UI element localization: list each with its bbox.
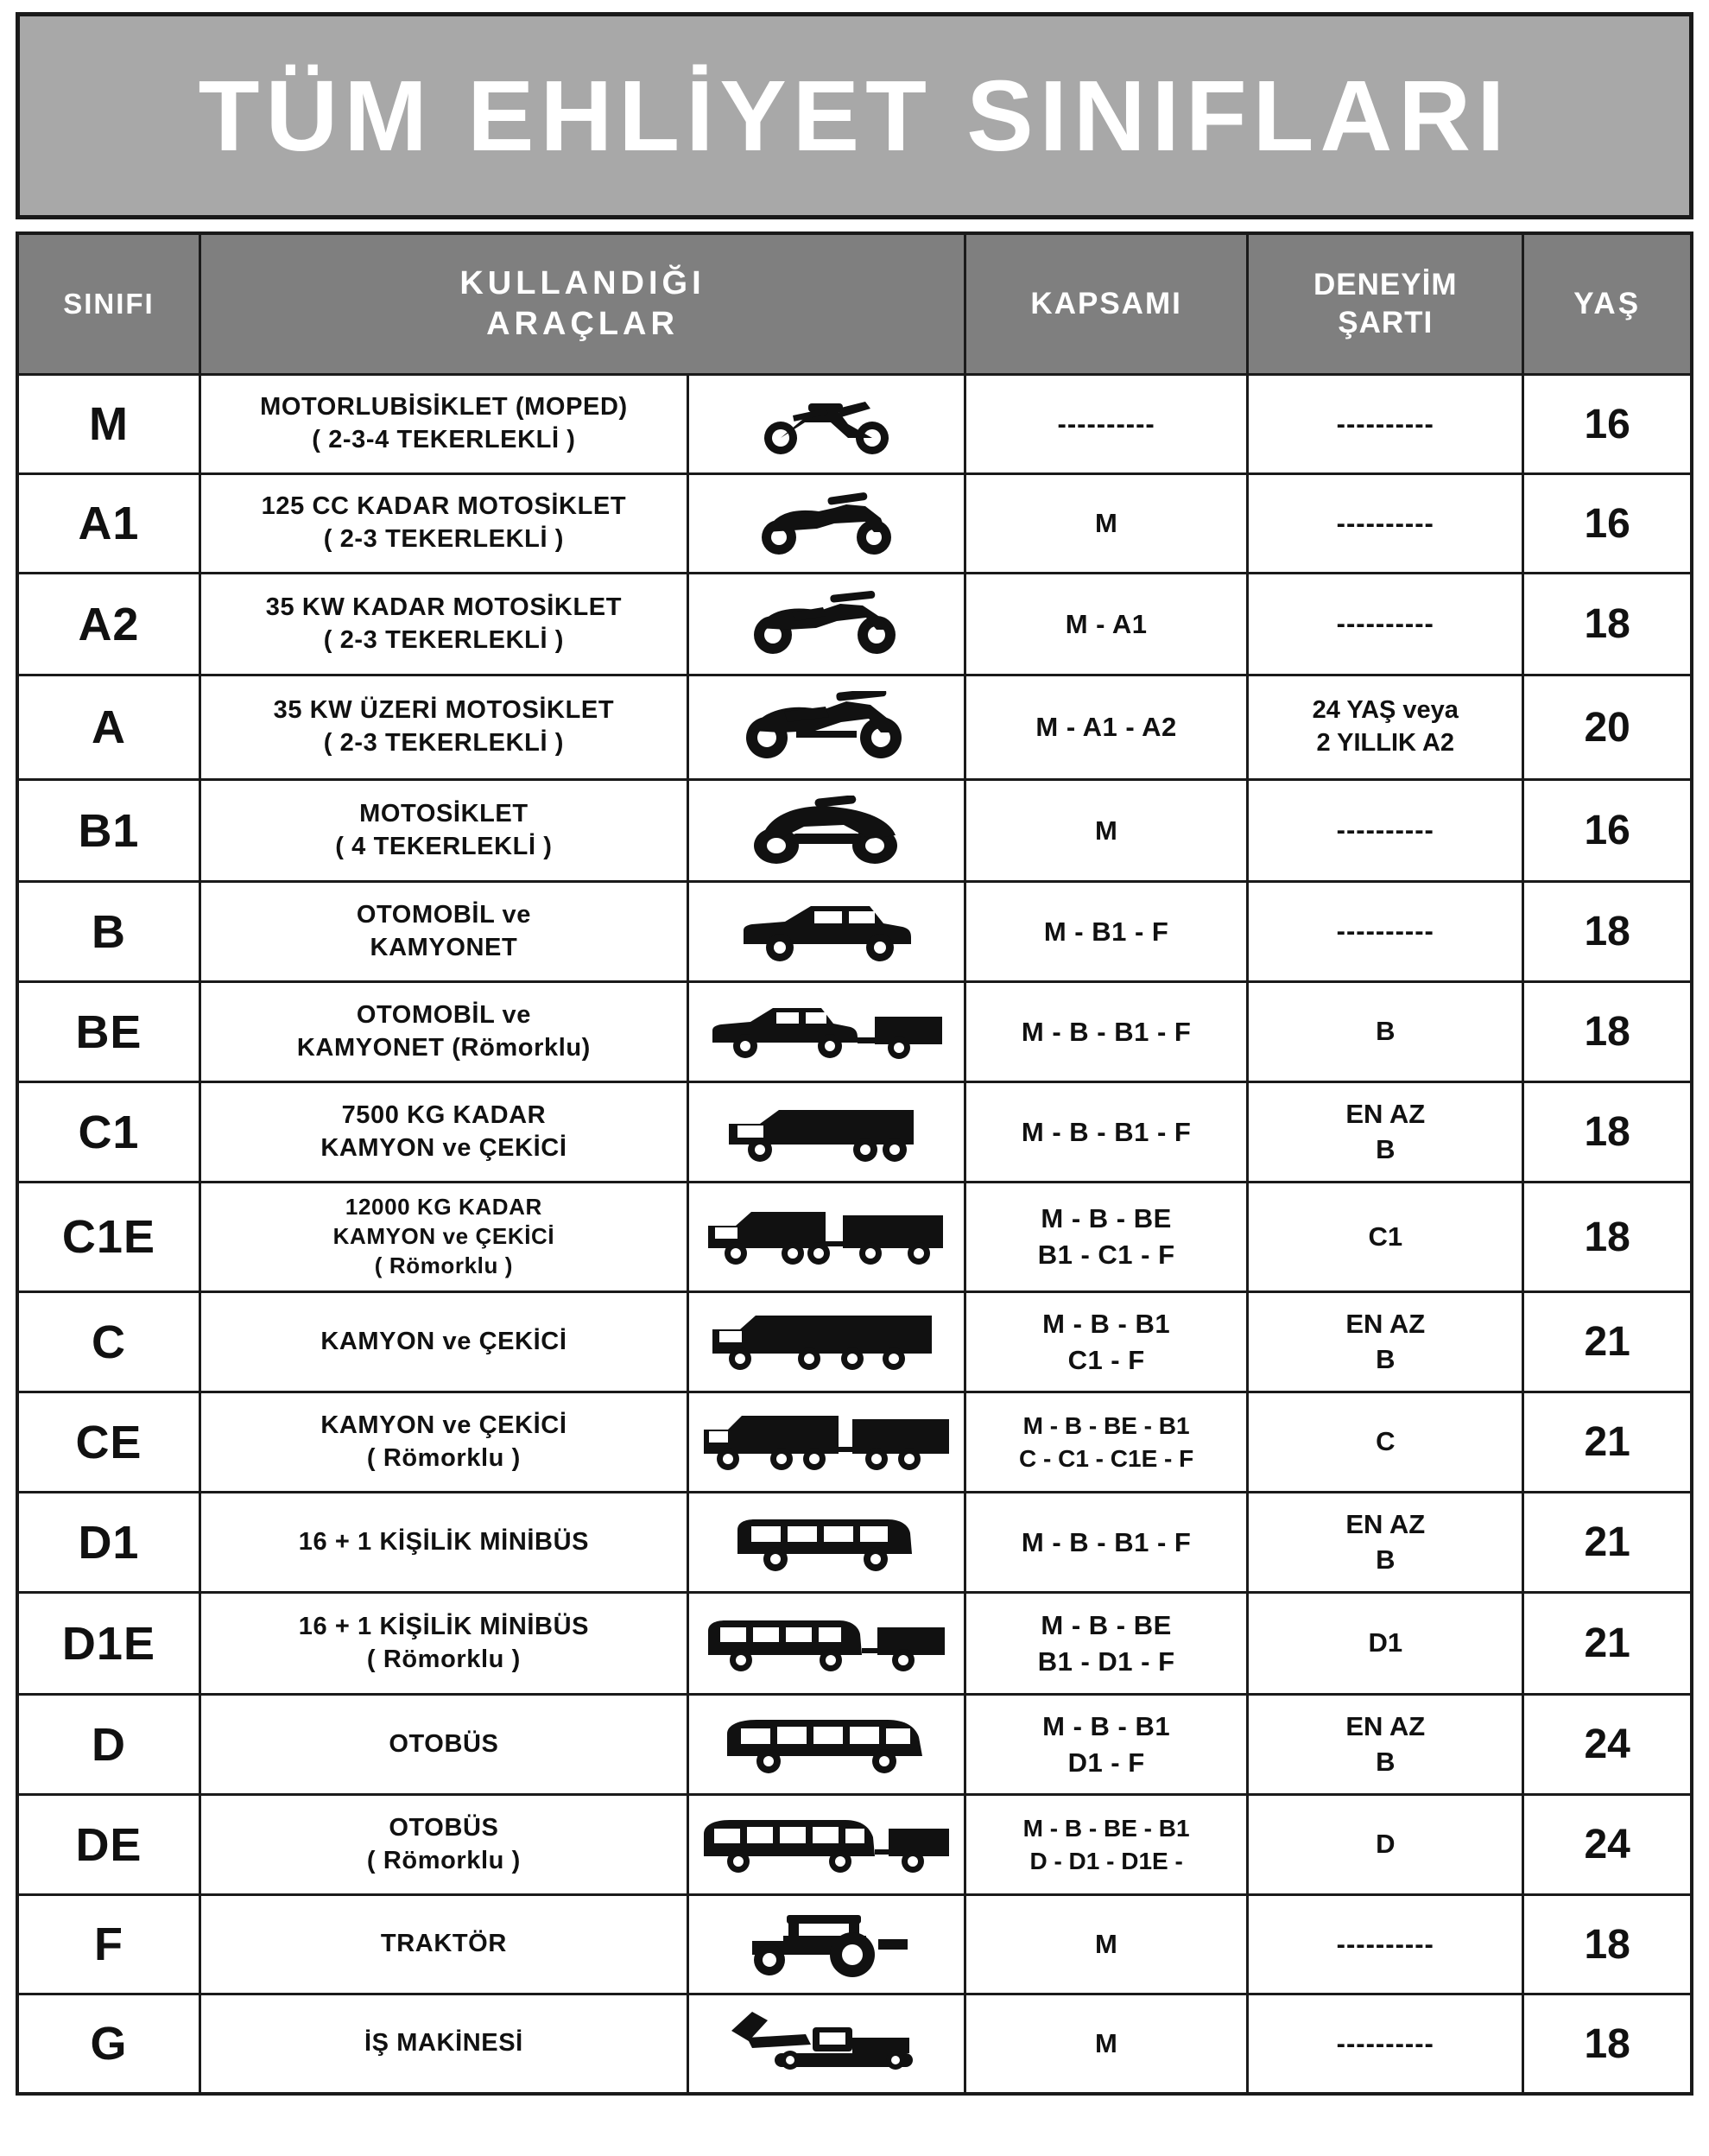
row-scope: [966, 475, 1249, 572]
row-vehicle: [201, 574, 689, 674]
row-class: C1E: [19, 1183, 201, 1290]
row-experience: [1249, 1896, 1524, 1993]
row-age: 18: [1524, 1995, 1690, 2092]
row-scope-line1: M - A1: [1065, 608, 1148, 639]
row-class: B1: [19, 781, 201, 880]
row-age: 21: [1524, 1293, 1690, 1391]
row-scope: [966, 983, 1249, 1081]
row-age: 18: [1524, 983, 1690, 1081]
row-experience-line1: ----------: [1336, 2027, 1434, 2058]
row-vehicle-line2: ( Römorklu ): [366, 1645, 521, 1673]
row-vehicle-line2: KAMYONET: [370, 933, 518, 961]
row-scope-line1: M: [1094, 508, 1118, 539]
row-vehicle-line2: ( 2-3 TEKERLEKLİ ): [323, 729, 565, 757]
row-vehicle: [201, 983, 689, 1081]
row-scope: [966, 1594, 1249, 1693]
row-experience-line1: EN AZ: [1345, 1309, 1426, 1340]
table-row: [19, 1594, 1690, 1696]
row-age: 21: [1524, 1493, 1690, 1591]
row-scope-line1: M: [1094, 1929, 1118, 1960]
row-vehicle: [201, 1796, 689, 1893]
row-class: B: [19, 883, 201, 980]
row-scope-line1: M - B - BE - B1: [1022, 1814, 1190, 1842]
row-age: 16: [1524, 781, 1690, 880]
tractor-icon: [693, 1898, 960, 1991]
row-experience: [1249, 1594, 1524, 1693]
row-vehicle: [201, 883, 689, 980]
header-scope: [966, 235, 1249, 373]
row-age: 18: [1524, 883, 1690, 980]
header-age: [1524, 235, 1690, 373]
header-vehicles-line2: ARAÇLAR: [486, 306, 679, 342]
row-experience: [1249, 781, 1524, 880]
excavator-icon: [693, 1997, 960, 2090]
row-class: D1: [19, 1493, 201, 1591]
row-class: G: [19, 1995, 201, 2092]
row-age: 21: [1524, 1393, 1690, 1491]
row-vehicle-line1: OTOBÜS: [389, 1813, 499, 1842]
row-vehicle: [201, 1083, 689, 1181]
header-class: [19, 235, 201, 373]
row-vehicle: [201, 676, 689, 778]
row-age: 18: [1524, 1083, 1690, 1181]
row-experience-line2: B: [1376, 1133, 1396, 1164]
row-experience-line1: C1: [1368, 1221, 1403, 1252]
minibus-trailer-icon: [693, 1595, 960, 1691]
header-experience: [1249, 235, 1524, 373]
row-icon-cell: [689, 376, 966, 472]
row-experience: [1249, 1696, 1524, 1793]
row-scope: [966, 1293, 1249, 1391]
row-scope-line1: M - B - B1 - F: [1021, 1116, 1192, 1147]
row-vehicle-line2: KAMYON ve ÇEKİCİ: [332, 1223, 555, 1250]
row-experience: [1249, 1293, 1524, 1391]
row-experience: [1249, 676, 1524, 778]
bus-icon: [693, 1697, 960, 1791]
row-vehicle: [201, 1696, 689, 1793]
row-vehicle: [201, 376, 689, 472]
row-vehicle-line1: 16 + 1 KİŞİLİK MİNİBÜS: [298, 1612, 590, 1640]
row-experience-line1: B: [1376, 1016, 1396, 1047]
minibus-icon: [693, 1495, 960, 1589]
row-scope: [966, 1896, 1249, 1993]
row-vehicle: [201, 1493, 689, 1591]
row-vehicle-line2: ( 2-3 TEKERLEKLİ ): [323, 525, 565, 553]
row-class: M: [19, 376, 201, 472]
row-icon-cell: [689, 983, 966, 1081]
row-vehicle-line1: 16 + 1 KİŞİLİK MİNİBÜS: [298, 1527, 590, 1556]
row-vehicle-line1: 125 CC KADAR MOTOSİKLET: [261, 492, 627, 521]
row-scope: [966, 376, 1249, 472]
table-row: [19, 1083, 1690, 1183]
row-class: A2: [19, 574, 201, 674]
row-scope: [966, 883, 1249, 980]
header-scope-label: KAPSAMI: [1030, 287, 1182, 321]
row-age: 21: [1524, 1594, 1690, 1693]
row-experience: [1249, 475, 1524, 572]
chopper-icon: [693, 678, 960, 777]
row-vehicle-line1: 35 KW KADAR MOTOSİKLET: [265, 593, 623, 621]
row-age: 24: [1524, 1796, 1690, 1893]
row-experience-line1: ----------: [1336, 408, 1434, 439]
row-scope: [966, 1696, 1249, 1793]
row-vehicle-line1: OTOBÜS: [389, 1729, 499, 1758]
row-vehicle: [201, 1183, 689, 1290]
license-classes-page: [0, 12, 1709, 2156]
row-age: 20: [1524, 676, 1690, 778]
row-experience-line1: ----------: [1336, 1928, 1434, 1959]
row-vehicle: [201, 1594, 689, 1693]
header-age-label: YAŞ: [1573, 287, 1642, 321]
big-truck-trailer-icon: [693, 1395, 960, 1489]
row-experience-line1: EN AZ: [1345, 1509, 1426, 1540]
truck-trailer-icon: [693, 1185, 960, 1289]
row-vehicle-line1: 35 KW ÜZERİ MOTOSİKLET: [273, 696, 615, 725]
row-icon-cell: [689, 1393, 966, 1491]
row-scope-line2: B1 - C1 - F: [1037, 1240, 1175, 1270]
table-row: [19, 1995, 1690, 2092]
row-scope-line1: M - A1 - A2: [1035, 712, 1177, 743]
row-vehicle: [201, 781, 689, 880]
title-banner: [16, 12, 1693, 219]
row-vehicle-line1: MOTORLUBİSİKLET (MOPED): [260, 393, 628, 422]
big-truck-icon: [693, 1295, 960, 1389]
row-icon-cell: [689, 1796, 966, 1893]
row-scope: [966, 574, 1249, 674]
row-scope: [966, 1796, 1249, 1893]
scooter-icon: [693, 477, 960, 570]
page-title: TÜM EHLİYET SINIFLARI: [198, 60, 1511, 172]
row-scope-line2: D - D1 - D1E -: [1029, 1847, 1183, 1874]
table-row: [19, 1183, 1690, 1293]
row-experience: [1249, 1393, 1524, 1491]
truck-icon: [693, 1085, 960, 1179]
row-experience-line1: ----------: [1336, 507, 1434, 538]
row-vehicle-line1: KAMYON ve ÇEKİCİ: [320, 1411, 567, 1439]
row-experience: [1249, 376, 1524, 472]
row-experience-line1: ----------: [1336, 815, 1434, 846]
table-row: [19, 883, 1690, 983]
row-experience: [1249, 574, 1524, 674]
row-class: D: [19, 1696, 201, 1793]
row-icon-cell: [689, 1183, 966, 1290]
row-scope: [966, 1183, 1249, 1290]
row-age: 16: [1524, 376, 1690, 472]
row-scope-line1: M - B - B1: [1042, 1308, 1171, 1339]
row-scope-line2: C1 - F: [1067, 1344, 1145, 1375]
row-vehicle-line2: ( Römorklu ): [366, 1443, 521, 1472]
row-scope-line1: M - B1 - F: [1043, 916, 1169, 947]
row-experience: [1249, 883, 1524, 980]
row-vehicle-line1: KAMYON ve ÇEKİCİ: [320, 1327, 567, 1355]
table-header-row: [19, 235, 1690, 376]
row-vehicle-line2: ( 2-3-4 TEKERLEKLİ ): [312, 426, 576, 453]
row-scope-line1: M - B - BE: [1041, 1203, 1172, 1234]
row-age: 18: [1524, 1896, 1690, 1993]
row-scope-line2: B1 - D1 - F: [1037, 1646, 1175, 1677]
row-scope-line1: M - B - BE: [1041, 1609, 1172, 1640]
motorcycle-icon: [693, 576, 960, 672]
row-scope-line2: D1 - F: [1067, 1747, 1145, 1778]
row-experience-line2: B: [1376, 1746, 1396, 1777]
table-row: [19, 676, 1690, 781]
row-vehicle-line1: İŞ MAKİNESİ: [364, 2029, 523, 2058]
row-scope-line1: M - B - BE - B1: [1022, 1411, 1190, 1439]
row-age: 18: [1524, 574, 1690, 674]
row-icon-cell: [689, 1696, 966, 1793]
row-vehicle-line2: ( 2-3 TEKERLEKLİ ): [323, 625, 565, 654]
row-icon-cell: [689, 1293, 966, 1391]
row-experience-line1: C: [1376, 1426, 1396, 1457]
header-vehicles: [201, 235, 966, 373]
row-experience-line1: ----------: [1336, 916, 1434, 947]
row-class: DE: [19, 1796, 201, 1893]
row-experience-line1: EN AZ: [1345, 1711, 1426, 1742]
row-experience-line1: D1: [1368, 1627, 1403, 1658]
atv-icon: [693, 783, 960, 878]
row-scope-line1: M - B - B1 - F: [1021, 1016, 1192, 1047]
row-class: C1: [19, 1083, 201, 1181]
row-icon-cell: [689, 883, 966, 980]
license-classes-table: [16, 231, 1693, 2096]
row-scope: [966, 676, 1249, 778]
row-icon-cell: [689, 781, 966, 880]
moped-icon: [693, 377, 960, 471]
row-icon-cell: [689, 676, 966, 778]
row-experience-line2: B: [1376, 1544, 1396, 1575]
row-icon-cell: [689, 1594, 966, 1693]
row-vehicle-line1: TRAKTÖR: [380, 1930, 507, 1958]
car-icon: [693, 885, 960, 979]
row-age: 24: [1524, 1696, 1690, 1793]
row-experience-line2: B: [1376, 1343, 1396, 1374]
row-vehicle: [201, 1896, 689, 1993]
row-icon-cell: [689, 574, 966, 674]
row-class: F: [19, 1896, 201, 1993]
row-icon-cell: [689, 1083, 966, 1181]
row-vehicle-line1: 7500 KG KADAR: [341, 1100, 547, 1129]
table-row: [19, 1896, 1690, 1995]
row-icon-cell: [689, 1896, 966, 1993]
table-row: [19, 1796, 1690, 1896]
car-trailer-icon: [693, 985, 960, 1079]
row-vehicle-line1: OTOMOBİL ve: [356, 900, 531, 929]
table-row: [19, 983, 1690, 1083]
row-icon-cell: [689, 475, 966, 572]
row-experience-line2: 2 YILLIK A2: [1316, 729, 1455, 757]
row-experience: [1249, 1183, 1524, 1290]
row-experience-line1: EN AZ: [1345, 1099, 1426, 1130]
row-vehicle-line1: MOTOSİKLET: [359, 799, 529, 828]
row-class: A: [19, 676, 201, 778]
row-vehicle-line2: KAMYON ve ÇEKİCİ: [320, 1133, 567, 1162]
row-vehicle: [201, 1293, 689, 1391]
row-class: A1: [19, 475, 201, 572]
row-vehicle: [201, 1995, 689, 2092]
table-row: [19, 1293, 1690, 1393]
row-class: C: [19, 1293, 201, 1391]
header-class-label: SINIFI: [63, 288, 155, 320]
row-scope: [966, 1083, 1249, 1181]
row-experience: [1249, 1493, 1524, 1591]
row-experience: [1249, 983, 1524, 1081]
row-vehicle-line3: ( Römorklu ): [374, 1252, 514, 1278]
table-row: [19, 1493, 1690, 1594]
table-row: [19, 781, 1690, 883]
row-icon-cell: [689, 1493, 966, 1591]
row-vehicle-line1: OTOMOBİL ve: [356, 1000, 531, 1029]
row-vehicle-line2: KAMYONET (Römorklu): [296, 1033, 591, 1062]
row-scope: [966, 1995, 1249, 2092]
table-row: [19, 1696, 1690, 1796]
header-experience-line1: DENEYİM: [1313, 268, 1458, 302]
row-vehicle-line2: ( 4 TEKERLEKLİ ): [335, 832, 553, 860]
bus-trailer-icon: [693, 1798, 960, 1892]
row-class: D1E: [19, 1594, 201, 1693]
row-age: 18: [1524, 1183, 1690, 1290]
row-vehicle-line2: ( Römorklu ): [366, 1846, 521, 1874]
row-scope: [966, 1493, 1249, 1591]
row-vehicle: [201, 475, 689, 572]
header-experience-line2: ŞARTI: [1338, 306, 1434, 339]
row-vehicle-line1: 12000 KG KADAR: [345, 1194, 542, 1221]
row-age: 16: [1524, 475, 1690, 572]
row-scope-line1: M - B - B1: [1042, 1710, 1171, 1741]
table-row: [19, 376, 1690, 475]
row-class: BE: [19, 983, 201, 1081]
row-class: CE: [19, 1393, 201, 1491]
row-experience-line1: ----------: [1336, 608, 1434, 639]
header-vehicles-line1: KULLANDIĞI: [459, 264, 706, 301]
row-experience-line1: 24 YAŞ veya: [1312, 696, 1459, 725]
table-row: [19, 475, 1690, 574]
row-icon-cell: [689, 1995, 966, 2092]
row-experience: [1249, 1796, 1524, 1893]
row-scope: [966, 781, 1249, 880]
row-experience: [1249, 1083, 1524, 1181]
row-scope-line1: M: [1094, 815, 1118, 846]
row-vehicle: [201, 1393, 689, 1491]
row-scope-line1: ----------: [1057, 409, 1155, 440]
row-scope-line1: M - B - B1 - F: [1021, 1526, 1192, 1557]
table-row: [19, 574, 1690, 676]
row-experience: [1249, 1995, 1524, 2092]
row-scope-line2: C - C1 - C1E - F: [1019, 1444, 1194, 1472]
table-row: [19, 1393, 1690, 1493]
row-experience-line1: D: [1376, 1829, 1396, 1860]
row-scope-line1: M: [1094, 2028, 1118, 2059]
row-scope: [966, 1393, 1249, 1491]
